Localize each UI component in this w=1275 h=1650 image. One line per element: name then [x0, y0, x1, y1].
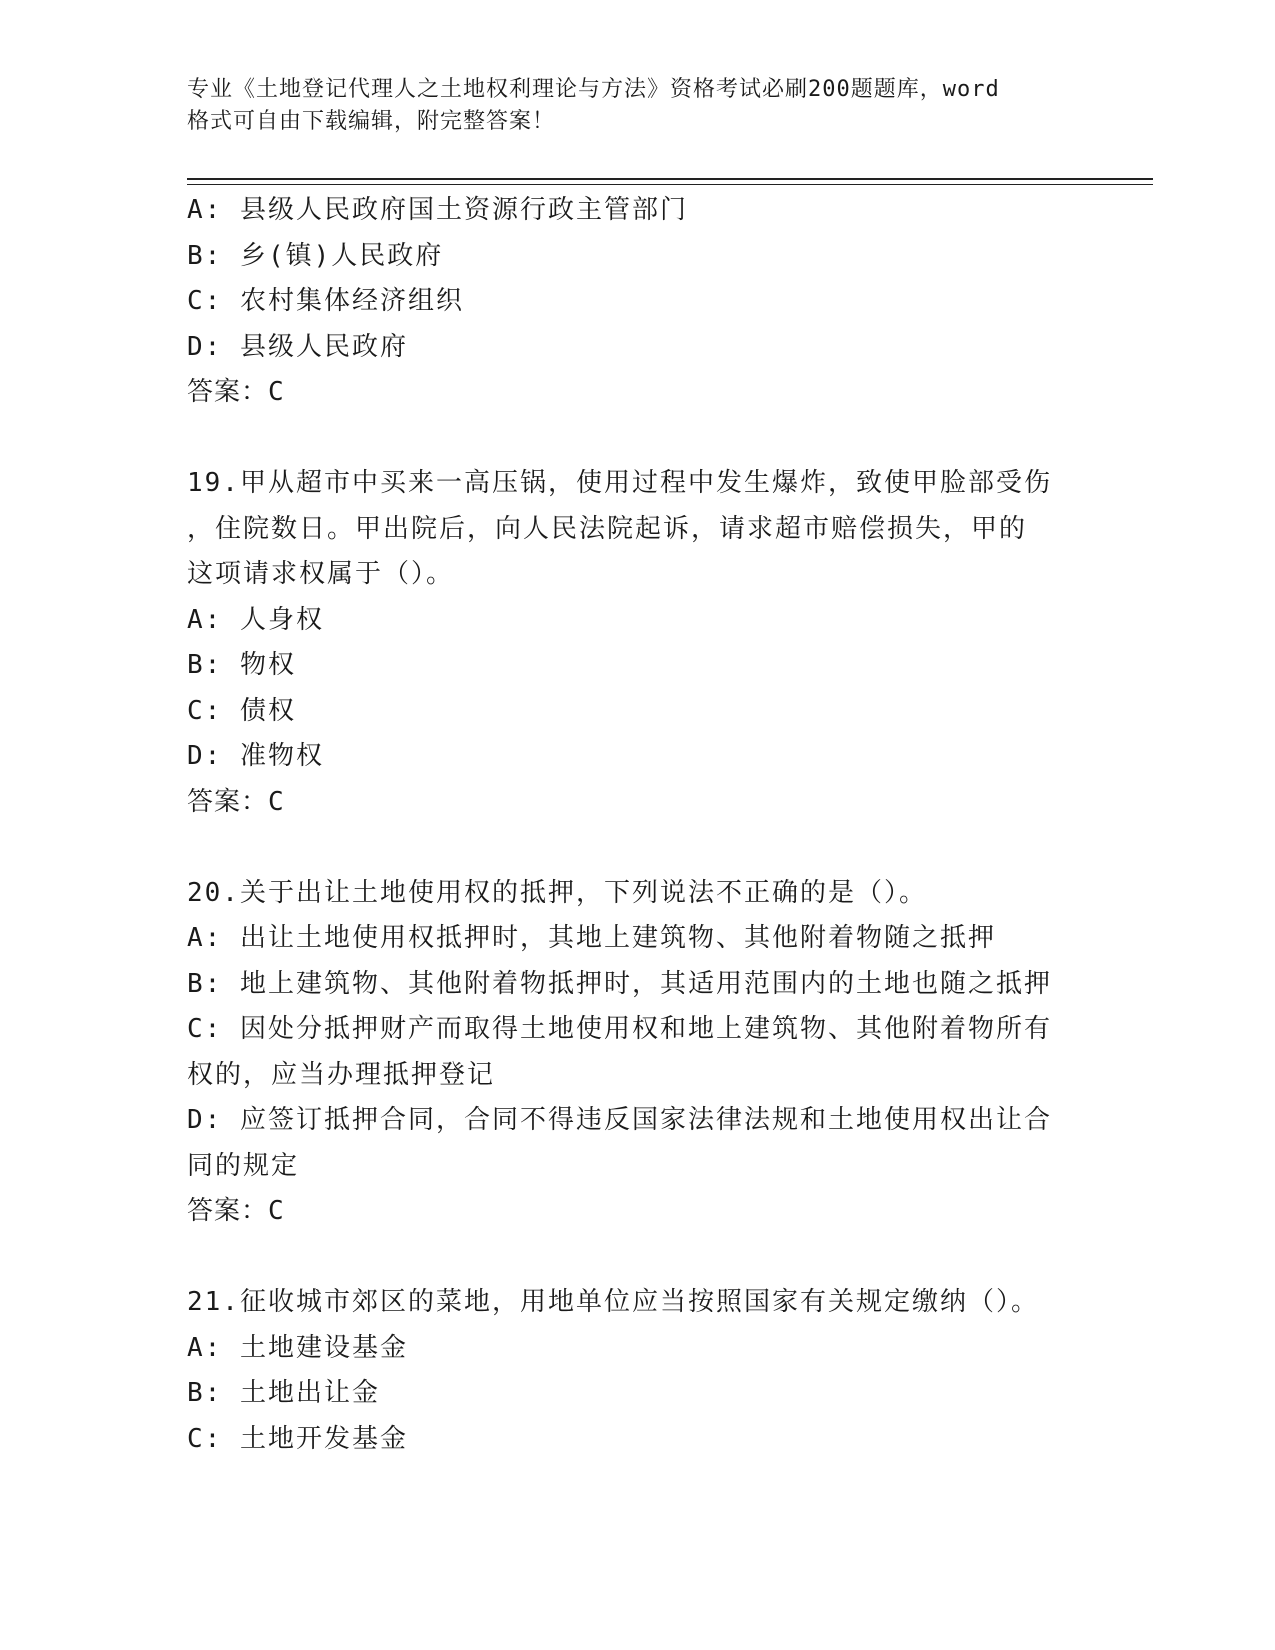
q20-option-a: A: 出让土地使用权抵押时，其地上建筑物、其他附着物随之抵押 [187, 923, 996, 953]
q21-option-c: C: 土地开发基金 [187, 1423, 408, 1454]
q20-stem: 20.关于出让土地使用权的抵押，下列说法不正确的是（）。 [187, 877, 927, 908]
q21-option-b: B: 土地出让金 [187, 1378, 380, 1408]
q18-answer: 答案：C [187, 377, 285, 407]
header-line-1: 专业《土地登记代理人之土地权利理论与方法》资格考试必刷200题题库，word [187, 77, 1000, 102]
q19-answer: 答案：C [187, 786, 285, 817]
q20-option-d-line-1: D: 应签订抵押合同，合同不得违反国家法律法规和土地使用权出让合 [187, 1105, 1052, 1135]
question-content [187, 188, 1087, 1462]
spacer [187, 1235, 1087, 1281]
q20-option-c-line-2: 权的，应当办理抵押登记 [187, 1059, 496, 1090]
q18-option-a: A: 县级人民政府国土资源行政主管部门 [187, 195, 688, 225]
spacer [187, 416, 1087, 462]
q18-option-c: C: 农村集体经济组织 [187, 286, 464, 316]
q19-option-a: A: 人身权 [187, 604, 324, 635]
q19-option-b: B: 物权 [187, 650, 296, 680]
q20-option-b: B: 地上建筑物、其他附着物抵押时，其适用范围内的土地也随之抵押 [187, 968, 1052, 999]
document-header [187, 74, 1067, 138]
q20-option-c-line-1: C: 因处分抵押财产而取得土地使用权和地上建筑物、其他附着物所有 [187, 1014, 1052, 1044]
header-line-2: 格式可自由下载编辑，附完整答案！ [187, 109, 556, 134]
q18-option-b: B: 乡(镇)人民政府 [187, 240, 444, 271]
q19-stem-line-1: 19.甲从超市中买来一高压锅，使用过程中发生爆炸，致使甲脸部受伤 [187, 468, 1052, 498]
q18-option-d: D: 县级人民政府 [187, 331, 408, 362]
header-rule-thin [187, 184, 1153, 185]
q21-option-a: A: 土地建设基金 [187, 1332, 408, 1363]
spacer [187, 825, 1087, 871]
q20-option-d-line-2: 同的规定 [187, 1150, 300, 1181]
q19-stem-line-2: ，住院数日。甲出院后，向人民法院起诉，请求超市赔偿损失，甲的 [187, 513, 1028, 544]
question-18-block [187, 188, 1087, 416]
question-21-block [187, 1280, 1087, 1462]
q19-option-d: D: 准物权 [187, 741, 324, 771]
header-rule-thick [187, 178, 1153, 180]
question-20-block [187, 871, 1087, 1235]
q21-stem: 21.征收城市郊区的菜地，用地单位应当按照国家有关规定缴纳（）。 [187, 1287, 1039, 1317]
q20-answer: 答案：C [187, 1196, 285, 1226]
q19-option-c: C: 债权 [187, 695, 296, 726]
q19-stem-line-3: 这项请求权属于（）。 [187, 559, 455, 589]
question-19-block [187, 461, 1087, 825]
